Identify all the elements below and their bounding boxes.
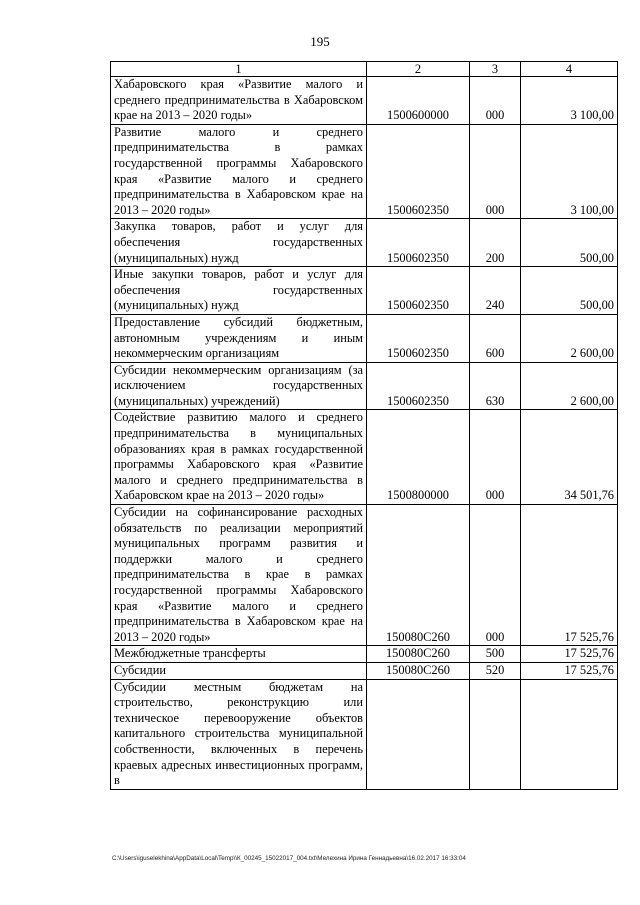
header-col-2: 2 (367, 62, 470, 77)
row-name: Развитие малого и среднего предпринимательства в рамках государственной программы Хабаровского края «Развитие малого и среднего предпринимательства в Хабаровском крае на 2013 – 2020 годы» (111, 124, 367, 219)
table-row (111, 410, 618, 505)
table-row (111, 267, 618, 315)
row-sum: 34 501,76 (521, 410, 618, 505)
row-sum: 17 525,76 (521, 662, 618, 679)
row-expense-type: 600 (470, 314, 521, 362)
row-code: 1500602350 (367, 124, 470, 219)
table-row (111, 362, 618, 410)
row-code: 1500602350 (367, 362, 470, 410)
table-row (111, 646, 618, 663)
table-header-row (111, 62, 618, 77)
table-row (111, 124, 618, 219)
row-name: Субсидии местным бюджетам на строительство, реконструкцию или техническое перевооружение объектов капитального строительства муниципальной собственности, включенных в перечень краевых адресных инвестиционных программ, в (111, 679, 367, 789)
page-number: 195 (310, 34, 330, 49)
row-code: 1500602350 (367, 267, 470, 315)
budget-table (110, 61, 618, 790)
row-expense-type: 000 (470, 124, 521, 219)
row-code: 1500600000 (367, 77, 470, 125)
row-name: Закупка товаров, работ и услуг для обеспечения государственных (муниципальных) нужд (111, 219, 367, 267)
row-name: Субсидии на софинансирование расходных обязательств по реализации мероприятий муниципальных программ развития и поддержки малого и среднего предпринимательства в крае в рамках государственной программы Хабаровского края «Развитие малого и среднего предпринимательства в Хабаровском крае на 2013 – 2020 годы» (111, 505, 367, 646)
table-row (111, 219, 618, 267)
table-row (111, 314, 618, 362)
header-col-1: 1 (111, 62, 367, 77)
row-sum: 2 600,00 (521, 362, 618, 410)
row-name: Предоставление субсидий бюджетным, автономным учреждениям и иным некоммерческим организациям (111, 314, 367, 362)
row-name: Содействие развитию малого и среднего предпринимательства в муниципальных образованиях края в рамках государственной программы Хабаровского края «Развитие малого и среднего предпринимательства в Хабаровском крае на 2013 – 2020 годы» (111, 410, 367, 505)
file-path-footer: C:\Users\iguselekhina\AppData\Local\Temp\\К_00245_15022017_004.txt\Мелехина Ирина Геннадьевна\16.02.2017 16:33:04 (112, 855, 466, 862)
row-code: 150080С260 (367, 505, 470, 646)
table-row (111, 662, 618, 679)
row-name: Иные закупки товаров, работ и услуг для обеспечения государственных (муниципальных) нужд (111, 267, 367, 315)
row-sum: 17 525,76 (521, 505, 618, 646)
row-expense-type (470, 679, 521, 789)
row-expense-type: 000 (470, 410, 521, 505)
row-code: 1500602350 (367, 219, 470, 267)
row-sum: 500,00 (521, 219, 618, 267)
row-sum (521, 679, 618, 789)
row-name: Межбюджетные трансферты (111, 646, 367, 663)
table-row (111, 505, 618, 646)
header-col-3: 3 (470, 62, 521, 77)
row-expense-type: 200 (470, 219, 521, 267)
row-sum: 3 100,00 (521, 124, 618, 219)
row-name: Субсидии некоммерческим организациям (за исключением государственных (муниципальных) учреждений) (111, 362, 367, 410)
row-sum: 500,00 (521, 267, 618, 315)
row-expense-type: 240 (470, 267, 521, 315)
row-expense-type: 000 (470, 505, 521, 646)
header-col-4: 4 (521, 62, 618, 77)
row-code: 150080С260 (367, 662, 470, 679)
row-expense-type: 500 (470, 646, 521, 663)
row-expense-type: 630 (470, 362, 521, 410)
row-sum: 3 100,00 (521, 77, 618, 125)
row-sum: 2 600,00 (521, 314, 618, 362)
row-expense-type: 520 (470, 662, 521, 679)
row-name: Хабаровского края «Развитие малого и среднего предпринимательства в Хабаровском крае на 2013 – 2020 годы» (111, 77, 367, 125)
row-code: 150080С260 (367, 646, 470, 663)
row-code (367, 679, 470, 789)
table-row (111, 679, 618, 789)
row-code: 1500602350 (367, 314, 470, 362)
row-name: Субсидии (111, 662, 367, 679)
row-code: 1500800000 (367, 410, 470, 505)
row-expense-type: 000 (470, 77, 521, 125)
table-row (111, 77, 618, 125)
row-sum: 17 525,76 (521, 646, 618, 663)
